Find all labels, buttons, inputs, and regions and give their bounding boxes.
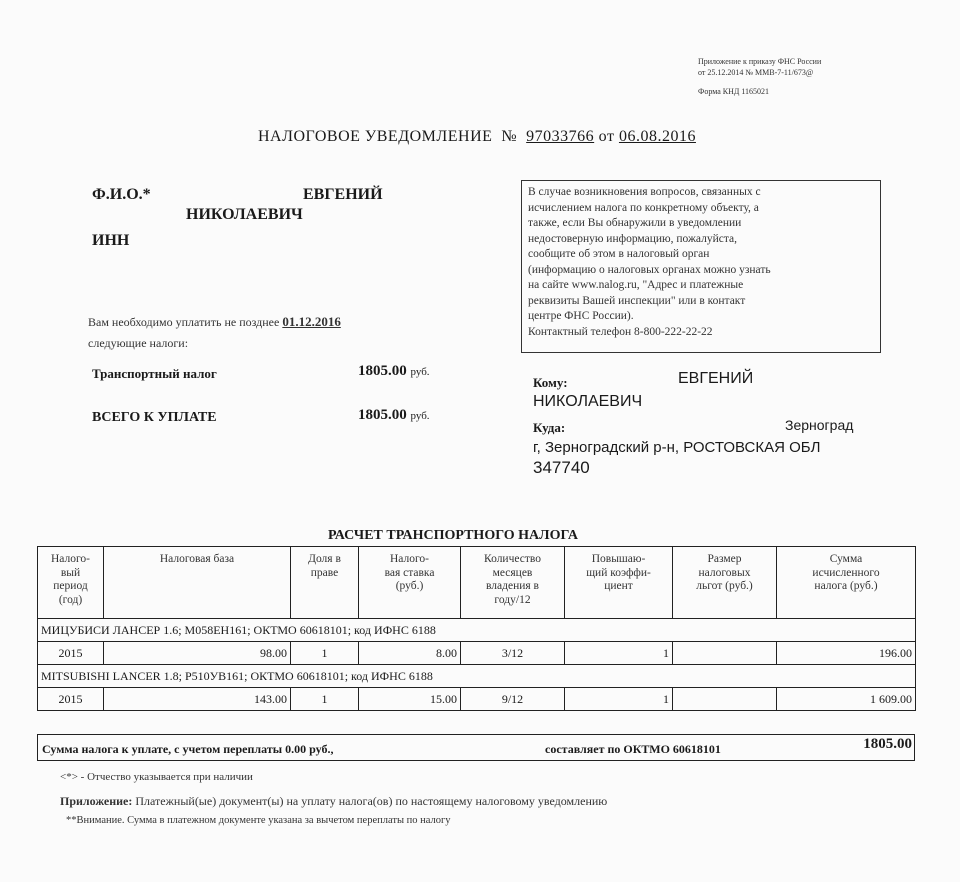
col-header-period: Налого- вый период (год) [38,547,104,619]
col-header-months: Количество месяцев владения в году/12 [461,547,565,619]
attachment-text: Платежный(ые) документ(ы) на уплату налога(ов) по настоящему налоговому уведомлению [135,794,608,808]
taxpayer-first-name: ЕВГЕНИЙ [303,186,383,203]
cell-months: 9/12 [461,688,565,711]
total-box-label: Сумма налога к уплате, с учетом переплаты 0.00 руб., [42,742,334,756]
notice-title [258,128,696,146]
attachment-label: Приложение: [60,794,133,808]
vehicle-description-row [38,619,916,642]
total-label: ВСЕГО К УПЛАТЕ [92,410,217,425]
table-row [38,642,916,665]
recipient-first: ЕВГЕНИЙ [678,370,754,387]
info-line: (информацию о налоговых органах можно узнать [528,263,771,276]
cell-coef: 1 [565,642,673,665]
recipient-postcode: 347740 [533,458,590,477]
tax-amount-line [358,363,430,380]
cell-months: 3/12 [461,642,565,665]
info-box [521,180,881,353]
calc-header-row [38,547,916,619]
cell-benefit [673,642,777,665]
total-box-amount: 1805.00 [863,736,912,752]
cell-sum: 1 609.00 [777,688,916,711]
due-date: 01.12.2016 [282,314,341,329]
info-line: недостоверную информацию, пожалуйста, [528,232,738,245]
cell-year: 2015 [38,642,104,665]
number-sign: № [501,128,518,145]
table-row [38,688,916,711]
col-header-rate: Налого- вая ставка (руб.) [359,547,461,619]
notice-number: 97033766 [526,128,595,145]
corner-note-line: Форма КНД 1165021 [698,87,770,96]
tax-amount: 1805.00 [358,363,407,379]
calc-table [37,546,916,711]
cell-coef: 1 [565,688,673,711]
recipient-address: г, Зерноградский р-н, РОСТОВСКАЯ ОБЛ [533,439,821,456]
following-taxes: следующие налоги: [88,336,189,350]
corner-note-line: Приложение к приказу ФНС России [698,57,822,66]
tax-name: Транспортный налог [92,366,217,381]
contact-phone: Контактный телефон 8-800-222-22-22 [528,325,713,338]
cell-year: 2015 [38,688,104,711]
cell-base: 143.00 [104,688,291,711]
total-box-oktmo: составляет по ОКТМО 60618101 [545,742,721,756]
info-line: сообщите об этом в налоговый орган [528,248,710,260]
col-header-share: Доля в праве [291,547,359,619]
total-amount-line [358,407,430,424]
inn-label: ИНН [92,232,130,249]
attachment-line [60,794,607,809]
pay-line [88,314,341,330]
col-header-benefit: Размер налоговых льгот (руб.) [673,547,777,619]
vehicle-description-row [38,665,916,688]
corner-note [698,56,821,97]
total-box [37,734,915,761]
cell-rate: 15.00 [359,688,461,711]
info-line: исчислением налога по конкретному объекту, а [528,201,759,214]
currency: руб. [410,366,430,378]
cell-share: 1 [291,642,359,665]
cell-sum: 196.00 [777,642,916,665]
footnote-attention: **Внимание. Сумма в платежном документе указана за вычетом переплаты по налогу [66,815,451,826]
vehicle-description: МИЦУБИСИ ЛАНСЕР 1.6; М058ЕН161; ОКТМО 60618101; код ИФНС 6188 [38,619,916,642]
notice-date: 06.08.2016 [618,128,696,145]
col-header-coef: Повышаю- щий коэффи- циент [565,547,673,619]
recipient-city: Зерноград [785,417,854,433]
col-header-base: Налоговая база [104,547,291,619]
col-header-sum: Сумма исчисленного налога (руб.) [777,547,916,619]
fio-label: Ф.И.О.* [92,186,151,203]
currency: руб. [410,410,430,422]
footnote-asterisk: <*> - Отчество указывается при наличии [60,771,253,783]
vehicle-description: MITSUBISHI LANCER 1.8; Р510УВ161; ОКТМО 60618101; код ИФНС 6188 [38,665,916,688]
notice-title-label: НАЛОГОВОЕ УВЕДОМЛЕНИЕ [258,128,493,145]
cell-benefit [673,688,777,711]
taxpayer-patronymic: НИКОЛАЕВИЧ [186,206,303,223]
cell-base: 98.00 [104,642,291,665]
corner-note-line: от 25.12.2014 № ММВ-7-11/673@ [698,68,814,77]
where-label: Куда: [533,420,566,435]
info-line: также, если Вы обнаружили в уведомлении [528,217,742,229]
info-line: В случае возникновения вопросов, связанных с [528,186,761,198]
date-prefix: от [598,128,615,145]
recipient-second: НИКОЛАЕВИЧ [533,393,643,410]
pay-prefix: Вам необходимо уплатить не позднее [88,315,280,329]
calc-title: РАСЧЕТ ТРАНСПОРТНОГО НАЛОГА [328,528,578,543]
total-amount: 1805.00 [358,407,407,423]
cell-rate: 8.00 [359,642,461,665]
info-line: на сайте www.nalog.ru, "Адрес и платежные [528,279,744,291]
info-line: центре ФНС России). [528,310,634,322]
cell-share: 1 [291,688,359,711]
to-label: Кому: [533,375,568,390]
info-line: реквизиты Вашей инспекции" или в контакт [528,294,746,307]
